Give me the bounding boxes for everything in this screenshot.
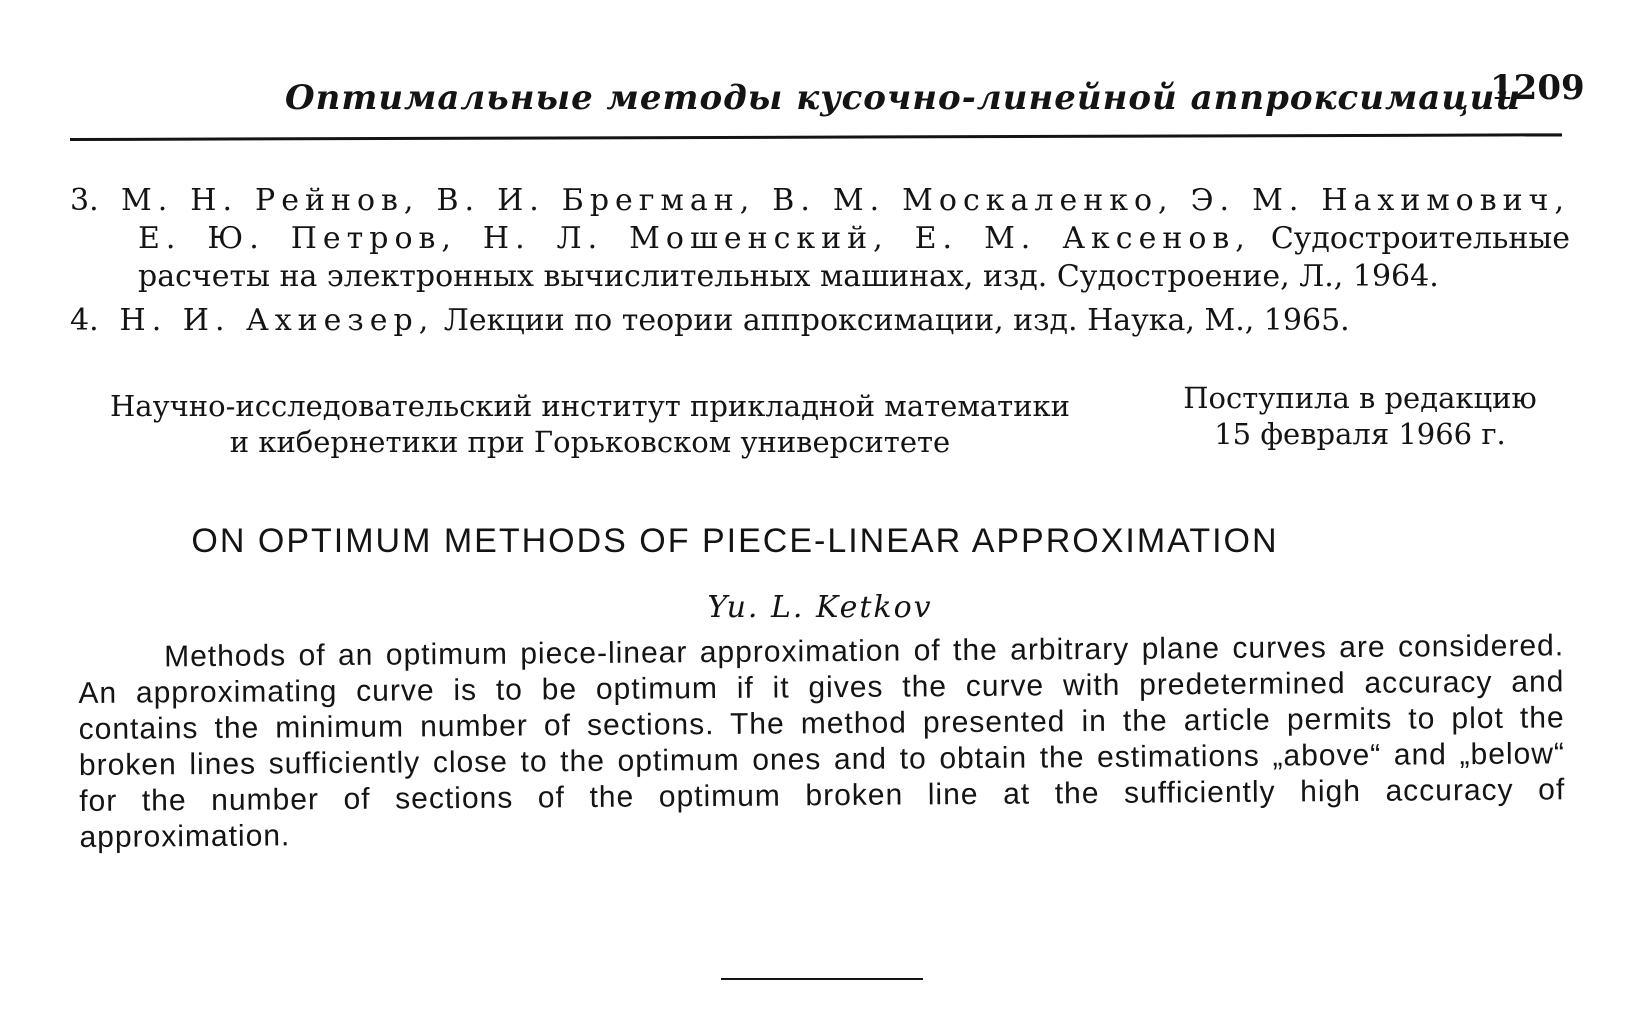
reference-number: 3. [70, 183, 99, 218]
running-title: Оптимальные методы кусочно-линейной аппроксимации [285, 78, 1522, 118]
header-rule [70, 133, 1562, 141]
affiliation-line-2: и кибернетики при Горьковском университете [229, 425, 951, 459]
received-line-1: Поступила в редакцию [1183, 381, 1537, 415]
reference-3 [70, 182, 1570, 296]
references-list [70, 182, 1570, 346]
end-rule [721, 978, 923, 980]
received-line-2: 15 февраля 1966 г. [1214, 417, 1506, 451]
affiliation-line-1: Научно-исследовательский институт прикладной математики [109, 389, 1070, 423]
received-date [1150, 380, 1570, 452]
abstract-text: Methods of an optimum piece-linear approximation of the arbitrary plane curves are considered. An approximating curve is to be optimum if it gives the curve with predetermined accuracy and contains the minimum number of sections. The method presented in the article permits to plot the broken lines sufficiently close to the optimum ones and to obtain the estimations „above“ and „below“ for the number of sections of the optimum broken line at the sufficiently high accuracy of approximation. [78, 629, 1566, 854]
affiliation [70, 388, 1110, 460]
reference-text: Лекции по теории аппроксимации, изд. Наука, М., 1965. [443, 303, 1350, 338]
reference-4 [70, 302, 1570, 340]
paragraph-indent [78, 666, 164, 667]
english-title: ON OPTIMUM METHODS OF PIECE-LINEAR APPROXIMATION [191, 522, 1279, 560]
reference-authors: Н. И. Ахиезер, [119, 303, 435, 338]
reference-authors: М. Н. Рейнов, В. И. Брегман, В. М. Москаленко, Э. М. Нахимович, Е. Ю. Петров, Н. Л. Мошенский, Е. М. Аксенов, [121, 183, 1570, 256]
english-author: Yu. L. Ketkov [707, 590, 933, 625]
reference-number: 4. [70, 303, 99, 338]
reference-text: Судостроительные расчеты на электронных вычислительных машинах, изд. Судостроение, Л., 1964. [138, 221, 1570, 294]
english-abstract [78, 628, 1566, 856]
page-number: 1209 [1490, 68, 1585, 108]
